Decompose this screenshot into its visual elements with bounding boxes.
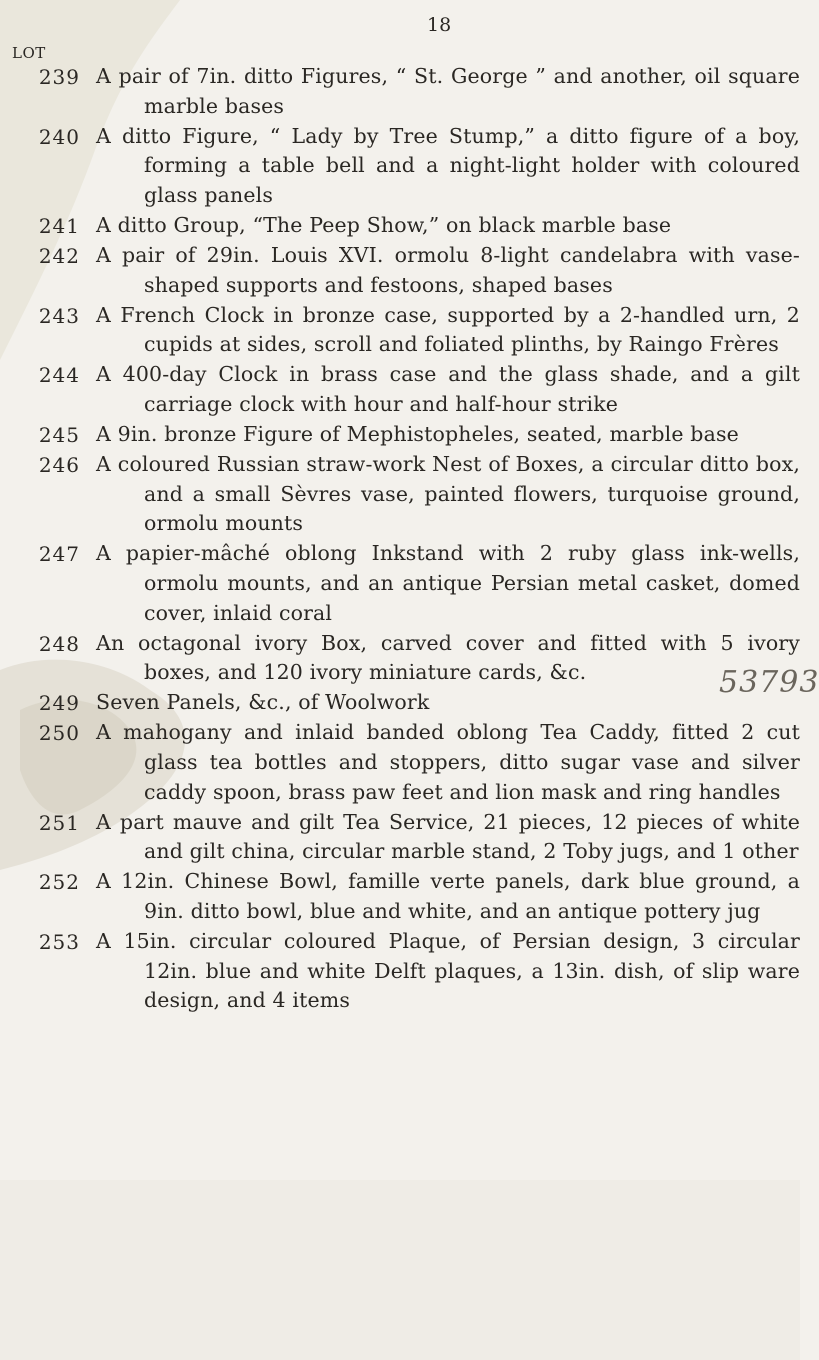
lot-description: A pair of 29in. Louis XVI. ormolu 8-light candelabra with vase-shaped supports and festoons, shaped bases [96,242,800,297]
lot-number: 243 [38,303,80,328]
lot-number: 246 [38,452,80,477]
lot-description: A part mauve and gilt Tea Service, 21 pieces, 12 pieces of white and gilt china, circular marble stand, 2 Toby jugs, and 1 other [96,809,800,864]
lot-column-header: LOT [12,44,46,62]
handwritten-note: 53793 [719,665,819,700]
lot-entry [0,688,800,718]
lot-entry [0,450,800,539]
lot-description: An octagonal ivory Box, carved cover and fitted with 5 ivory boxes, and 120 ivory miniature cards, &c. [96,630,800,685]
lot-description: A ditto Figure, “ Lady by Tree Stump,” a ditto figure of a boy, forming a table bell and a night-light holder with coloured glass panels [96,123,800,208]
lot-entry [0,360,800,420]
page-number: 18 [427,14,452,36]
lot-entry [0,718,800,807]
lot-description: A French Clock in bronze case, supported by a 2-handled urn, 2 cupids at sides, scroll and foliated plinths, by Raingo Frères [96,302,800,357]
lot-number: 240 [38,124,80,149]
paper-stain-bottom [0,1180,800,1360]
lot-entry [0,420,800,450]
lot-entry [0,211,800,241]
lot-description: A 9in. bronze Figure of Mephistopheles, seated, marble base [96,421,739,446]
lot-number: 241 [38,213,80,238]
lot-list [0,62,800,1016]
lot-number: 253 [38,929,80,954]
lot-number: 245 [38,422,80,447]
lot-description: A papier-mâché oblong Inkstand with 2 ruby glass ink-wells, ormolu mounts, and an antique Persian metal casket, domed cover, inlaid coral [96,541,800,625]
lot-description: Seven Panels, &c., of Woolwork [96,690,430,715]
lot-number: 247 [38,542,80,567]
lot-entry [0,808,800,868]
lot-entry [0,62,800,122]
lot-number: 250 [38,721,80,746]
lot-entry [0,241,800,301]
lot-number: 251 [38,810,80,835]
lot-entry [0,301,800,361]
lot-description: A pair of 7in. ditto Figures, “ St. George ” and another, oil square marble bases [96,64,800,118]
lot-description: A 400-day Clock in brass case and the glass shade, and a gilt carriage clock with hour and half-hour strike [96,362,800,416]
lot-description: A 15in. circular coloured Plaque, of Persian design, 3 circular 12in. blue and white Delft plaques, a 13in. dish, of slip ware design, and 4 items [96,928,800,1013]
lot-entry [0,539,800,628]
lot-entry [0,867,800,927]
lot-entry [0,927,800,1016]
lot-entry [0,629,800,689]
lot-number: 249 [38,691,80,716]
lot-description: A ditto Group, “The Peep Show,” on black marble base [96,212,672,237]
lot-number: 239 [38,65,80,89]
lot-description: A mahogany and inlaid banded oblong Tea Caddy, fitted 2 cut glass tea bottles and stoppers, ditto sugar vase and silver caddy spoon, brass paw feet and lion mask and ring handles [96,720,800,804]
lot-description: A 12in. Chinese Bowl, famille verte panels, dark blue ground, a 9in. ditto bowl, blue and white, and an antique pottery jug [96,869,800,923]
lot-number: 252 [38,870,80,895]
lot-number: 248 [38,631,80,656]
lot-entry [0,122,800,211]
lot-number: 244 [38,363,80,388]
lot-number: 242 [38,243,80,268]
lot-description: A coloured Russian straw-work Nest of Boxes, a circular ditto box, and a small Sèvres vase, painted flowers, turquoise ground, ormolu mounts [96,451,800,536]
